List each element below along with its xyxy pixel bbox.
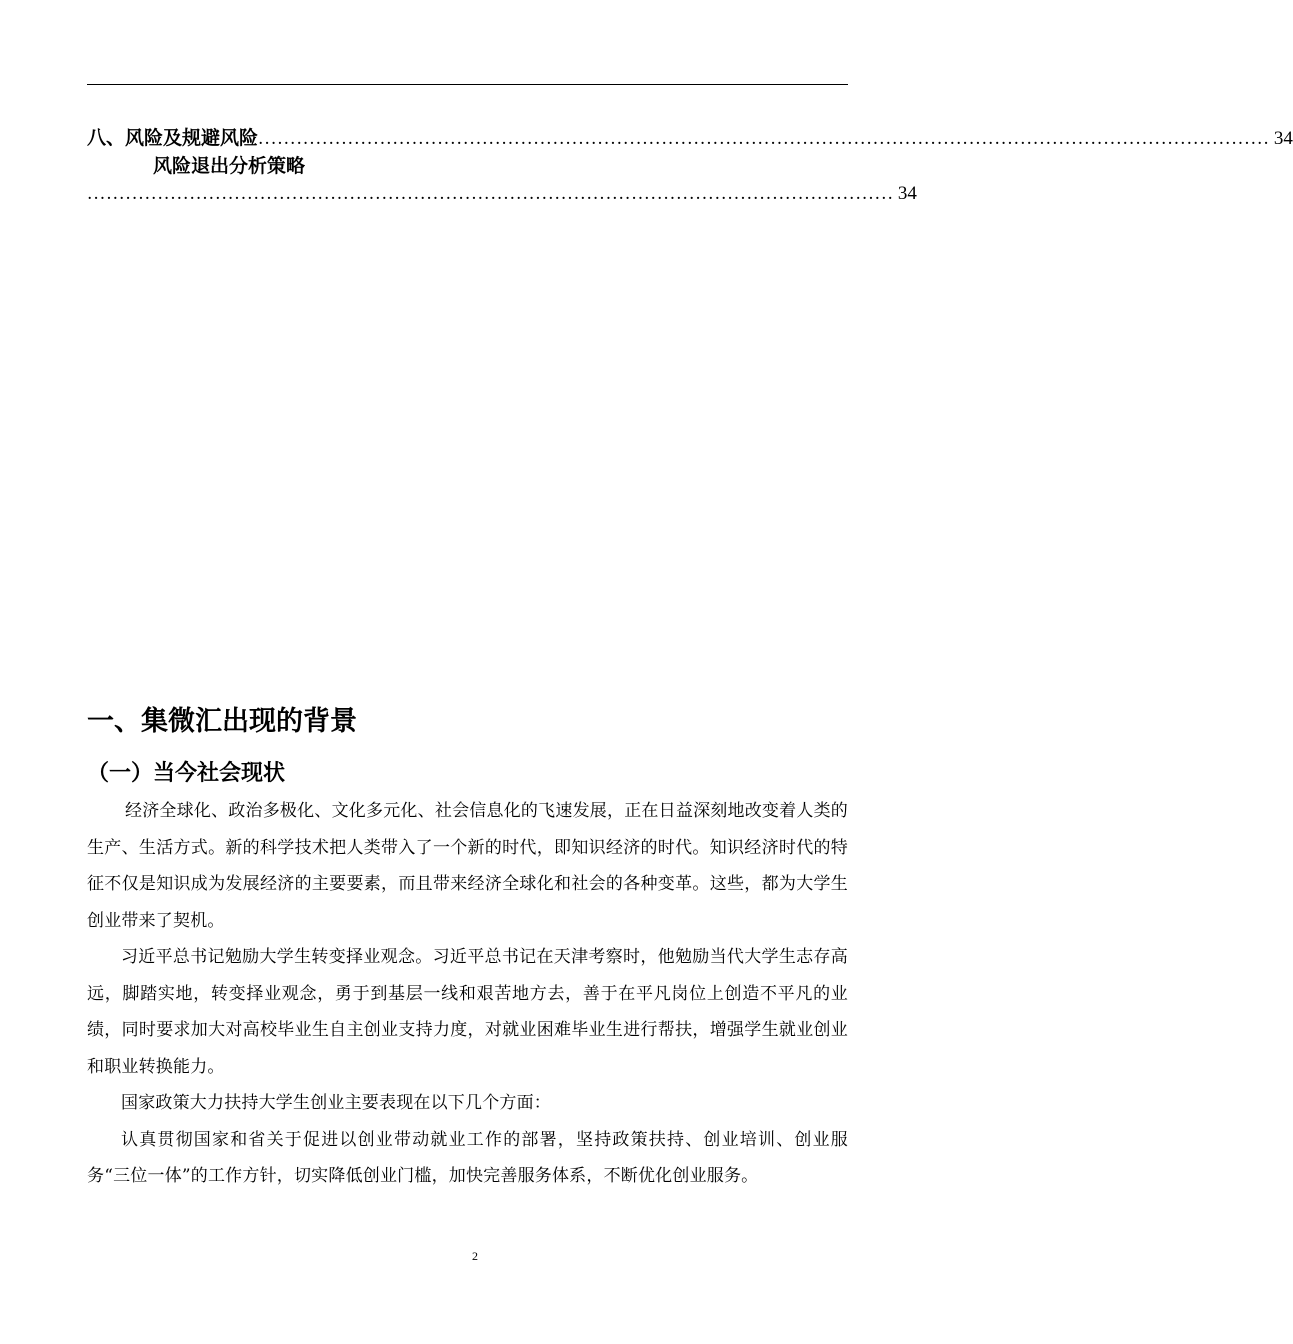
toc-entry-page: 34 — [1273, 128, 1293, 149]
body-text — [87, 793, 848, 1195]
paragraph: 经济全球化、政治多极化、文化多元化、社会信息化的飞速发展，正在日益深刻地改变着人类的生产、生活方式。新的科学技术把人类带入了一个新的时代，即知识经济的时代。知识经济时代的特征不仅是知识成为发展经济的主要要素，而且带来经济全球化和社会的各种变革。这些，都为大学生创业带来了契机。 — [87, 801, 848, 931]
paragraph: 习近平总书记勉励大学生转变择业观念。习近平总书记在天津考察时，他勉励当代大学生志存高远，脚踏实地，转变择业观念，勇于到基层一线和艰苦地方去，善于在平凡岗位上创造不平凡的业绩，同时要求加大对高校毕业生自主创业支持力度，对就业困难毕业生进行帮扶，增强学生就业创业和职业转换能力。 — [87, 947, 848, 1077]
paragraph: 国家政策大力扶持大学生创业主要表现在以下几个方面： — [121, 1093, 551, 1113]
toc-entry-leader[interactable] — [87, 180, 917, 208]
toc-entry-title: 风险退出分析策略 — [153, 155, 306, 177]
section-heading: 一、集微汇出现的背景 — [87, 706, 357, 737]
page-number: 2 — [472, 1249, 478, 1263]
toc-entry[interactable] — [87, 124, 1293, 152]
toc-entry[interactable] — [87, 152, 848, 180]
toc-entry-title: 八、风险及规避风险 — [87, 127, 259, 149]
toc-entry-page: 34 — [897, 183, 917, 204]
table-of-contents — [87, 124, 1293, 208]
paragraph: 认真贯彻国家和省关于促进以创业带动就业工作的部署，坚持政策扶持、创业培训、创业服务“三位一体”的工作方针，切实降低创业门槛，加快完善服务体系，不断优化创业服务。 — [87, 1129, 848, 1186]
toc-leader-dots: .............................................................................................................................................................. — [258, 129, 1270, 149]
section-subheading: （一）当今社会现状 — [87, 761, 286, 786]
header-rule — [87, 84, 848, 85]
toc-leader-dots: .............................................................................................................................. — [87, 184, 894, 204]
